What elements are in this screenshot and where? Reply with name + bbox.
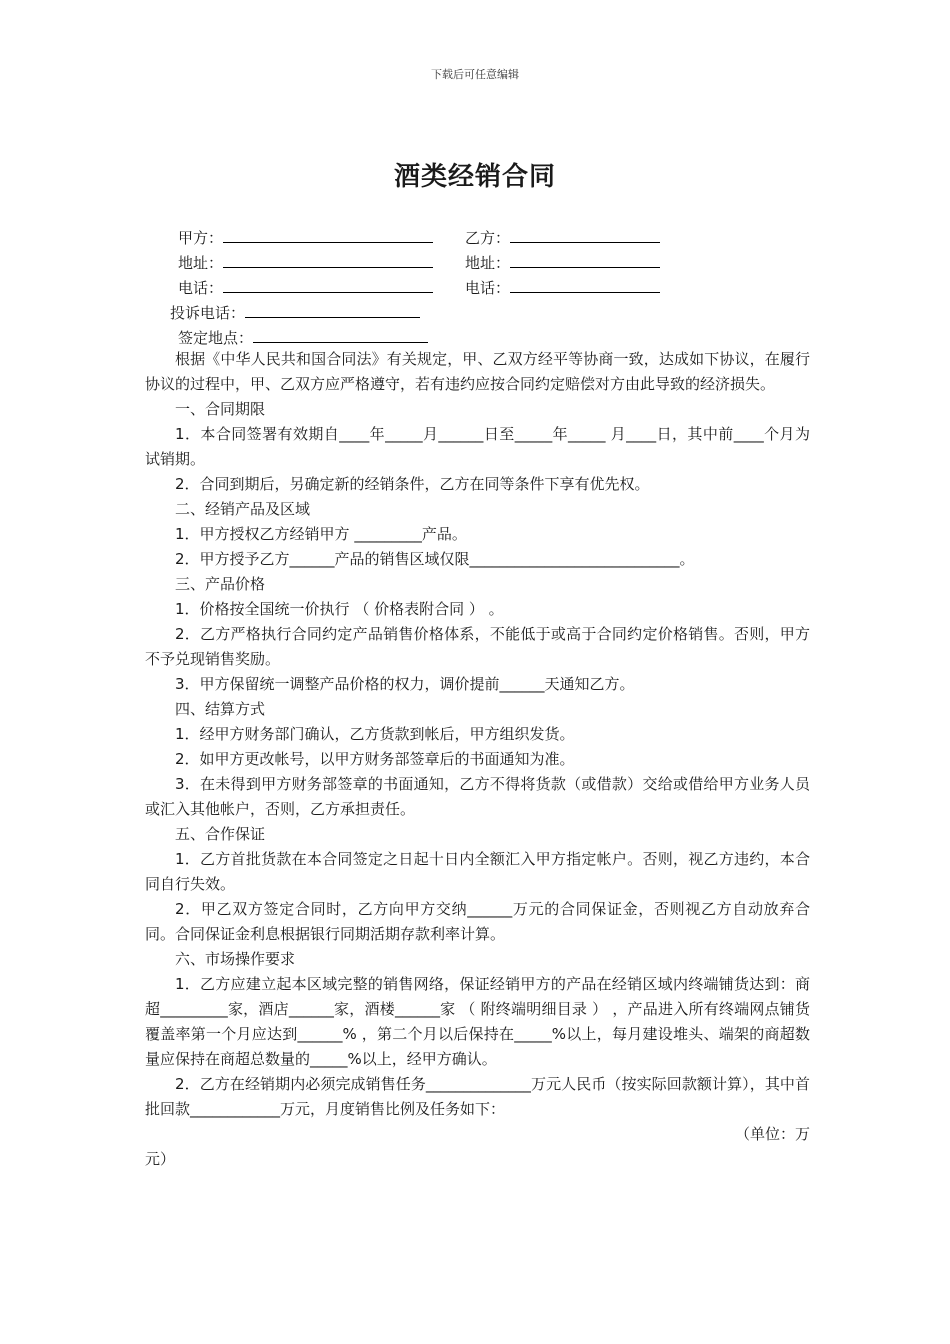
signing-place-row <box>178 327 428 348</box>
address-b-blank[interactable] <box>510 253 660 268</box>
clause-paragraph: 2．乙方严格执行合同约定产品销售价格体系，不能低于或高于合同约定价格销售。否则，甲方不予兑现销售奖励。 <box>145 625 810 668</box>
address-b-row <box>465 252 660 273</box>
clause-paragraph: 3．甲方保留统一调整产品价格的权力，调价提前______天通知乙方。 <box>175 675 635 693</box>
clause-paragraph: 1．本合同签署有效期自____年_____月______日至_____年_____ 月____日，其中前____个月为试销期。 <box>145 425 810 468</box>
complaint-phone-blank[interactable] <box>245 303 420 318</box>
clause-paragraph: 2．甲方授予乙方______产品的销售区域仅限____________________________。 <box>175 550 695 568</box>
header-note: 下载后可任意编辑 <box>431 68 519 81</box>
party-b-row <box>465 227 660 248</box>
clause-paragraph: 2．甲乙双方签定合同时，乙方向甲方交纳______万元的合同保证金，否则视乙方自动放弃合同。合同保证金利息根据银行同期活期存款利率计算。 <box>145 900 810 943</box>
clause-paragraph: 1．乙方应建立起本区域完整的销售网络，保证经销甲方的产品在经销区域内终端铺货达到：商超_________家，酒店______家，酒楼______家 （ 附终端明细目录 ） ，产品进入所有终端网点铺货覆盖率第一个月应达到______% ，第二个月以后保持在_____%以上，每月建设堆头、端架的商超数量应保持在商超总数量的_____%以上，经甲方确认。 <box>145 975 810 1068</box>
complaint-phone-label: 投诉电话： <box>170 304 246 322</box>
section-heading: 六、市场操作要求 <box>175 950 296 968</box>
contract-body <box>145 347 810 1172</box>
phone-a-blank[interactable] <box>223 278 433 293</box>
phone-a-label: 电话： <box>178 279 224 297</box>
section-heading: 四、结算方式 <box>175 700 266 718</box>
party-b-blank[interactable] <box>510 228 660 243</box>
section-heading: 一、合同期限 <box>175 400 266 418</box>
phone-a-row <box>178 277 433 298</box>
address-b-label: 地址： <box>465 254 511 272</box>
party-a-blank[interactable] <box>223 228 433 243</box>
unit-note: （单位：万 <box>734 1125 810 1143</box>
clause-paragraph: 1．甲方授权乙方经销甲方 _________产品。 <box>175 525 467 543</box>
phone-b-blank[interactable] <box>510 278 660 293</box>
party-b-label: 乙方： <box>465 229 511 247</box>
clause-paragraph: 2．乙方在经销期内必须完成销售任务______________万元人民币（按实际回款额计算），其中首批回款____________万元，月度销售比例及任务如下： <box>145 1075 810 1118</box>
section-heading: 五、合作保证 <box>175 825 266 843</box>
clause-paragraph: 1．乙方首批货款在本合同签定之日起十日内全额汇入甲方指定帐户。否则，视乙方违约，本合同自行失效。 <box>145 850 810 893</box>
clause-paragraph: 2．如甲方更改帐号，以甲方财务部签章后的书面通知为准。 <box>175 750 575 768</box>
clause-paragraph: 2．合同到期后，另确定新的经销条件，乙方在同等条件下享有优先权。 <box>175 475 650 493</box>
signing-place-label: 签定地点： <box>178 329 254 347</box>
unit-note-continued: 元） <box>145 1150 176 1168</box>
address-a-row <box>178 252 433 273</box>
clause-paragraph: 1．价格按全国统一价执行 （ 价格表附合同 ） 。 <box>175 600 504 618</box>
page-title: 酒类经销合同 <box>393 162 556 192</box>
address-a-blank[interactable] <box>223 253 433 268</box>
phone-b-label: 电话： <box>465 279 511 297</box>
clause-paragraph: 3．在未得到甲方财务部签章的书面通知，乙方不得将货款（或借款）交给或借给甲方业务人员或汇入其他帐户，否则，乙方承担责任。 <box>145 775 810 818</box>
section-heading: 二、经销产品及区域 <box>175 500 311 518</box>
signing-place-blank[interactable] <box>253 328 428 343</box>
address-a-label: 地址： <box>178 254 224 272</box>
clause-paragraph: 1．经甲方财务部门确认，乙方货款到帐后，甲方组织发货。 <box>175 725 575 743</box>
party-a-label: 甲方： <box>178 229 224 247</box>
complaint-phone-row <box>170 302 420 323</box>
section-heading: 三、产品价格 <box>175 575 266 593</box>
preamble-paragraph: 根据《中华人民共和国合同法》有关规定，甲、乙双方经平等协商一致，达成如下协议，在履行协议的过程中，甲、乙双方应严格遵守，若有违约应按合同约定赔偿对方由此导致的经济损失。 <box>145 350 810 393</box>
party-a-row <box>178 227 433 248</box>
phone-b-row <box>465 277 660 298</box>
